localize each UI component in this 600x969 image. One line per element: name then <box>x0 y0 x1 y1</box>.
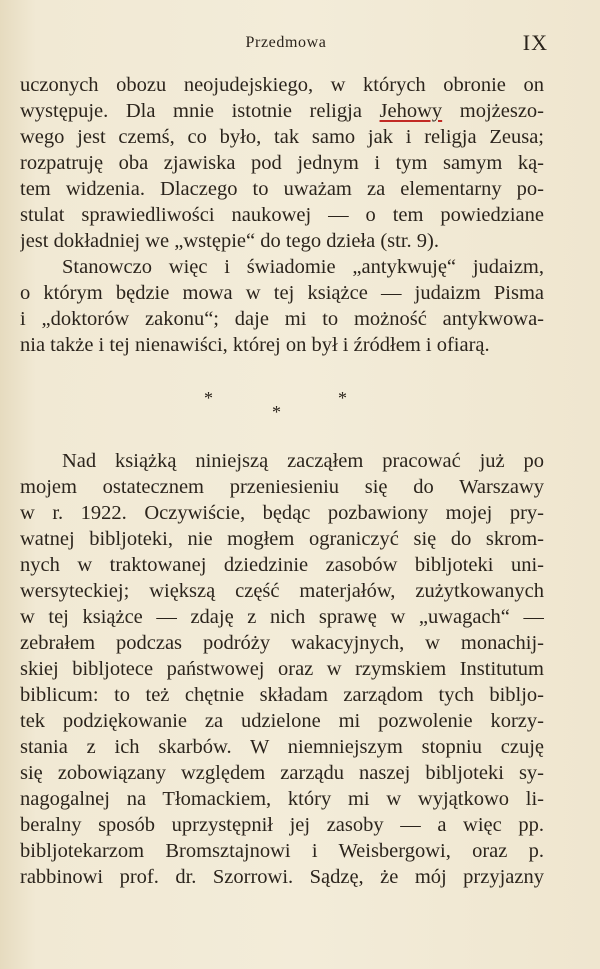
body-text-top <box>20 72 544 358</box>
text-line: o którym będzie mowa w tej książce — judaizm Pisma <box>20 282 544 304</box>
asterisk: * <box>204 388 213 408</box>
text-line: Nad książką niniejszą zacząłem pracować już po <box>62 450 544 472</box>
text-line: tek podziękowanie za udzielone mi pozwolenie korzy- <box>20 710 544 732</box>
text-line: nagogalnej na Tłomackiem, który mi w wyjątkowo li- <box>20 788 544 810</box>
text-line: stulat sprawiedliwości naukowej — o tem powiedziane <box>20 204 544 226</box>
text-line: się zobowiązany względem zarządu naszej bibljoteki sy- <box>20 762 544 784</box>
text-line: skiej bibljotece państwowej oraz w rzymskiem Institutum <box>20 658 544 680</box>
text-line: jest dokładniej we „wstępie“ do tego dzieła (str. 9). <box>20 230 439 252</box>
page-header <box>24 30 548 60</box>
asterism-divider <box>0 388 600 428</box>
text-line: mojem ostatecznem przeniesieniu się do Warszawy <box>20 476 544 498</box>
text-line: w r. 1922. Oczywiście, będąc pozbawiony mojej pry- <box>20 502 544 524</box>
asterisk: * <box>272 402 281 422</box>
text-line: nia także i tej nienawiści, której on był i źródłem i ofiarą. <box>20 334 490 356</box>
text-line: zebrałem podczas podróży wakacyjnych, w monachij- <box>20 632 544 654</box>
text-line: nych w traktowanej dziedzinie zasobów bibljoteki uni- <box>20 554 544 576</box>
text-line: uczonych obozu neojudejskiego, w których obronie on <box>20 74 544 96</box>
text-line: i „doktorów zakonu“; daje mi to możność antykwowa- <box>20 308 544 330</box>
text-line-part: we <box>20 126 44 148</box>
text-line <box>20 124 544 150</box>
page-number: IX <box>522 30 548 55</box>
running-head: Przedmowa <box>245 34 327 51</box>
text-line: tem widzenia. Dlaczego to uważam za elementarny po- <box>20 178 544 200</box>
text-line-part: go jest czemś, co było, tak samo jak i religja Zeusa; <box>43 126 544 148</box>
underlined-word: Jehowy <box>379 100 443 122</box>
text-line: stania z ich skarbów. W niemniejszym stopniu czuję <box>20 736 544 758</box>
text-line-part: mojżeszo- <box>442 100 544 122</box>
text-line: biblicum: to też chętnie składam zarządom tych bibljo- <box>20 684 544 706</box>
text-line-part: występuje. Dla mnie istotnie religja <box>20 100 362 122</box>
text-line <box>20 98 544 124</box>
text-line: beralny sposób uprzystępnił jej zasoby — a więc pp. <box>20 814 544 836</box>
asterisk: * <box>338 388 347 408</box>
text-line: bibljotekarzom Bromsztajnowi i Weisbergowi, oraz p. <box>20 840 544 862</box>
text-line: rabbinowi prof. dr. Szorrowi. Sądzę, że mój przyjazny <box>20 866 544 888</box>
text-line: wersyteckiej; większą część materjałów, zużytkowanych <box>20 580 544 602</box>
text-line: rozpatruję oba zjawiska pod jednym i tym samym ką- <box>20 152 544 174</box>
text-line: watnej bibljoteki, nie mogłem ograniczyć się do skrom- <box>20 528 544 550</box>
body-text-bottom <box>20 448 544 890</box>
text-line: w tej książce — zdaję z nich sprawę w „uwagach“ — <box>20 606 544 628</box>
text-line: Stanowczo więc i świadomie „antykwuję“ judaizm, <box>62 256 544 278</box>
